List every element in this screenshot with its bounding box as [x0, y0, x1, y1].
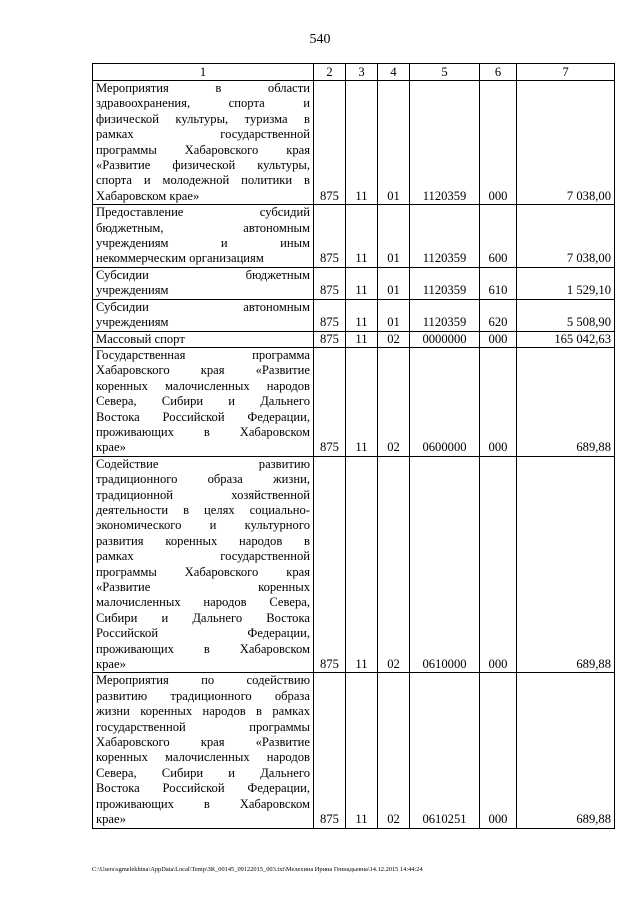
row-description — [93, 331, 314, 347]
code-vr-cell: 000 — [480, 347, 517, 456]
code-csr-cell: 1120359 — [410, 267, 480, 299]
description-line: развитию традиционного образа — [96, 688, 310, 703]
description-line: малочисленных народов Севера, — [96, 595, 310, 610]
code-pr-cell: 01 — [378, 205, 410, 268]
code-rz-cell: 11 — [346, 347, 378, 456]
description-line: экономического и культурного — [96, 518, 310, 533]
description-line: традиционного образа жизни, — [96, 472, 310, 487]
column-header: 5 — [410, 64, 480, 81]
code-csr-cell: 1120359 — [410, 81, 480, 205]
description-line: учреждениям и иным — [96, 236, 310, 251]
table-row — [93, 267, 615, 299]
description-line: Севера, Сибири и Дальнего — [96, 394, 310, 409]
code-rz-cell: 11 — [346, 81, 378, 205]
code-vr-cell: 000 — [480, 673, 517, 828]
amount-cell: 1 529,10 — [517, 267, 615, 299]
description-line: Востока Российской Федерации, — [96, 781, 310, 796]
description-line: Хабаровского края «Развитие — [96, 363, 310, 378]
row-description — [93, 81, 314, 205]
code-rz-cell: 11 — [346, 299, 378, 331]
code-csr-cell: 0000000 — [410, 331, 480, 347]
code-gr-cell: 875 — [314, 456, 346, 673]
code-gr-cell: 875 — [314, 205, 346, 268]
description-line: спорта и молодежной политики в — [96, 173, 310, 188]
table-row — [93, 299, 615, 331]
code-csr-cell: 0600000 — [410, 347, 480, 456]
table-row — [93, 81, 615, 205]
description-line: Субсидии автономным — [96, 299, 310, 314]
row-description — [93, 673, 314, 828]
table-row — [93, 673, 615, 828]
code-pr-cell: 02 — [378, 347, 410, 456]
code-pr-cell: 02 — [378, 673, 410, 828]
description-line: «Развитие коренных — [96, 580, 310, 594]
description-line: традиционной хозяйственной — [96, 487, 310, 502]
row-description — [93, 456, 314, 673]
description-line: программы Хабаровского края — [96, 142, 310, 157]
code-rz-cell: 11 — [346, 673, 378, 828]
description-line: проживающих в Хабаровском — [96, 796, 310, 811]
amount-cell: 689,88 — [517, 456, 615, 673]
code-vr-cell: 600 — [480, 205, 517, 268]
description-line: некоммерческим организациям — [96, 251, 264, 266]
description-line: Мероприятия по содействию — [96, 673, 310, 688]
table-row — [93, 456, 615, 673]
row-description — [93, 299, 314, 331]
file-path-footer: C:\Users\sgmelekhina\AppData\Local\Temp\ЗК_00145_09122015_003.txt\Мелехина Ирина Геннадьевна\14.12.2015 14:44:24 — [92, 866, 423, 873]
code-pr-cell: 01 — [378, 267, 410, 299]
description-line: коренных малочисленных народов — [96, 378, 310, 393]
code-csr-cell: 0610251 — [410, 673, 480, 828]
description-line: Массовый спорт — [96, 331, 185, 346]
description-line: Севера, Сибири и Дальнего — [96, 765, 310, 780]
description-line: крае» — [96, 812, 126, 827]
table-row — [93, 347, 615, 456]
description-line: Хабаровского края «Развитие — [96, 735, 310, 750]
description-line: развития коренных народов в — [96, 533, 310, 548]
description-line: государственной программы — [96, 719, 310, 734]
column-header: 3 — [346, 64, 378, 81]
header-row — [93, 64, 615, 81]
code-rz-cell: 11 — [346, 205, 378, 268]
code-gr-cell: 875 — [314, 81, 346, 205]
amount-cell: 7 038,00 — [517, 205, 615, 268]
code-vr-cell: 000 — [480, 456, 517, 673]
code-rz-cell: 11 — [346, 331, 378, 347]
code-gr-cell: 875 — [314, 673, 346, 828]
description-line: рамках государственной — [96, 127, 310, 142]
description-line: учреждениям — [96, 283, 169, 298]
code-rz-cell: 11 — [346, 267, 378, 299]
code-pr-cell: 01 — [378, 299, 410, 331]
description-line: учреждениям — [96, 315, 169, 330]
code-gr-cell: 875 — [314, 299, 346, 331]
description-line: коренных малочисленных народов — [96, 750, 310, 765]
page-number: 540 — [309, 32, 331, 47]
code-vr-cell: 000 — [480, 81, 517, 205]
amount-cell: 689,88 — [517, 347, 615, 456]
code-rz-cell: 11 — [346, 456, 378, 673]
column-header: 2 — [314, 64, 346, 81]
description-line: крае» — [96, 657, 126, 672]
budget-table — [92, 63, 615, 829]
description-line: Хабаровском крае» — [96, 188, 200, 203]
description-line: программы Хабаровского края — [96, 564, 310, 579]
description-line: жизни коренных народов в рамках — [96, 704, 310, 719]
description-line: проживающих в Хабаровском — [96, 641, 310, 656]
description-line: бюджетным, автономным — [96, 220, 310, 235]
table-row — [93, 205, 615, 268]
description-line: физической культуры, туризма в — [96, 111, 310, 126]
amount-cell: 165 042,63 — [517, 331, 615, 347]
description-line: деятельности в целях социально- — [96, 502, 310, 517]
table-row — [93, 331, 615, 347]
code-csr-cell: 0610000 — [410, 456, 480, 673]
description-line: крае» — [96, 440, 126, 455]
description-line: Российской Федерации, — [96, 626, 310, 641]
description-line: проживающих в Хабаровском — [96, 424, 310, 439]
code-vr-cell: 610 — [480, 267, 517, 299]
row-description — [93, 267, 314, 299]
code-csr-cell: 1120359 — [410, 205, 480, 268]
column-header: 7 — [517, 64, 615, 81]
description-line: «Развитие физической культуры, — [96, 158, 310, 173]
code-vr-cell: 000 — [480, 331, 517, 347]
code-pr-cell: 02 — [378, 456, 410, 673]
description-line: Субсидии бюджетным — [96, 267, 310, 282]
description-line: Государственная программа — [96, 347, 310, 362]
description-line: Востока Российской Федерации, — [96, 409, 310, 424]
code-csr-cell: 1120359 — [410, 299, 480, 331]
table-body — [93, 81, 615, 829]
column-header: 1 — [93, 64, 314, 81]
row-description — [93, 205, 314, 268]
row-description — [93, 347, 314, 456]
description-line: Сибири и Дальнего Востока — [96, 610, 310, 625]
description-line: Мероприятия в области — [96, 81, 310, 95]
description-line: Предоставление субсидий — [96, 205, 310, 220]
amount-cell: 7 038,00 — [517, 81, 615, 205]
column-header: 6 — [480, 64, 517, 81]
code-gr-cell: 875 — [314, 331, 346, 347]
column-header: 4 — [378, 64, 410, 81]
code-gr-cell: 875 — [314, 267, 346, 299]
code-pr-cell: 02 — [378, 331, 410, 347]
code-pr-cell: 01 — [378, 81, 410, 205]
description-line: Содействие развитию — [96, 456, 310, 471]
code-gr-cell: 875 — [314, 347, 346, 456]
description-line: рамках государственной — [96, 549, 310, 564]
description-line: здравоохранения, спорта и — [96, 96, 310, 111]
code-vr-cell: 620 — [480, 299, 517, 331]
amount-cell: 689,88 — [517, 673, 615, 828]
amount-cell: 5 508,90 — [517, 299, 615, 331]
